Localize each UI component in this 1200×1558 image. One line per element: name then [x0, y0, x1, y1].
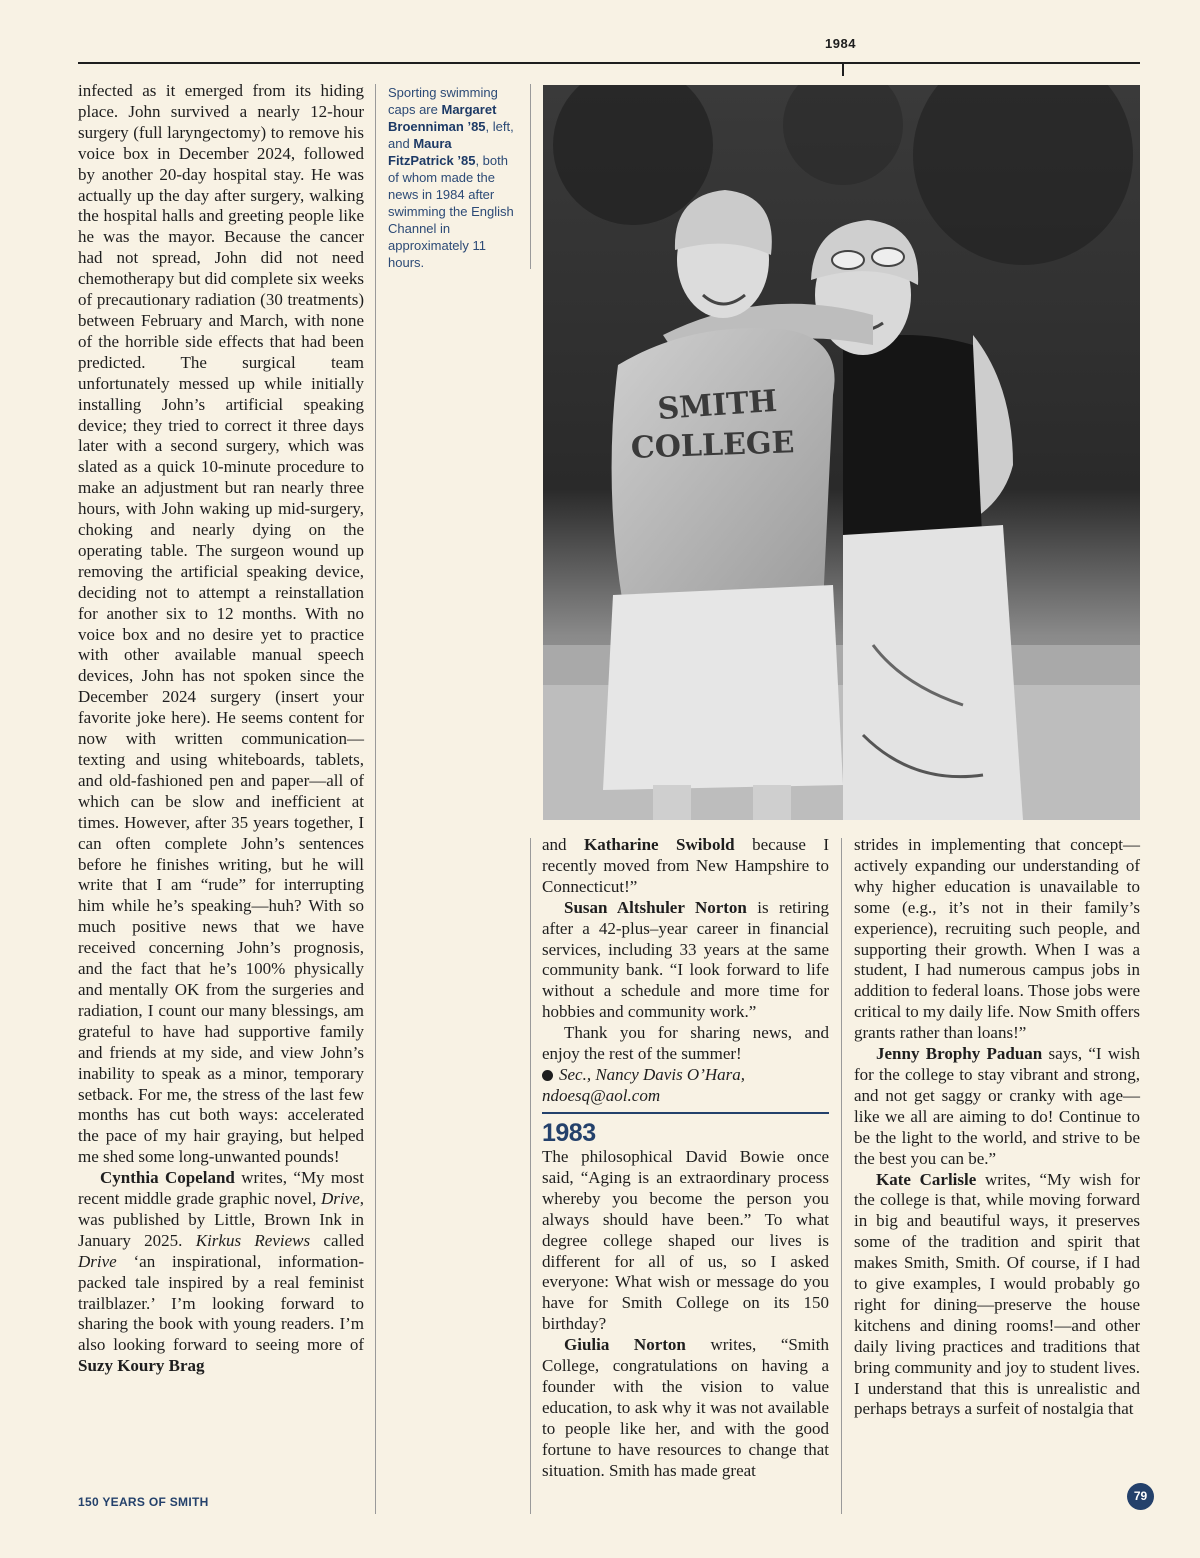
footer-publication-title: 150 YEARS OF SMITH — [78, 1495, 209, 1509]
col3-paragraph-1: strides in implementing that concept—actively expanding our understanding of why higher education is unavailable to some (e.g., it’s not in their family’s experience), recruiting such people, and supporting their growth. When I was a student, I had numerous campus jobs in addition to federal loans. Those jobs were critical to my daily life. Now Smith offers grants rather than loans!” — [854, 835, 1140, 1043]
column-divider-2 — [530, 838, 531, 1514]
running-header-year: 1984 — [825, 36, 856, 51]
name-katharine-swibold: Katharine Swibold — [584, 835, 735, 854]
caption-name-2: Maura FitzPatrick ’85 — [388, 136, 476, 168]
header-rule — [78, 62, 1140, 64]
col2-paragraph-1: and Katharine Swibold because I recently moved from New Hampshire to Connecticut!” — [542, 835, 829, 896]
secretary-email: ndoesq@aol.com — [542, 1085, 661, 1105]
col2-paragraph-3: Thank you for sharing news, and enjoy the rest of the summer! — [542, 1023, 829, 1064]
name-jenny-brophy-paduan: Jenny Brophy Paduan — [876, 1044, 1043, 1064]
name-suzy-koury-brag: Suzy Koury Brag — [78, 1356, 205, 1376]
swimmers-photo — [543, 85, 1140, 820]
column-1 — [78, 81, 364, 1377]
name-susan-altshuler-norton: Susan Altshuler Norton — [564, 897, 747, 917]
photo-caption: Sporting swimming caps are Margaret Broenniman ’85, left, and Maura FitzPatrick ’85, both of whom made the news in 1984 after swimming the English Channel in approximately 11 hours. — [388, 85, 514, 270]
sweatshirt-text-2: COLLEGE — [630, 425, 796, 466]
name-giulia-norton: Giulia Norton — [564, 1335, 686, 1355]
name-cynthia-copeland: Cynthia Copeland — [100, 1168, 235, 1188]
photo-illustration — [543, 85, 1140, 820]
column-divider-1 — [375, 84, 376, 1514]
column-divider-3 — [841, 838, 842, 1514]
name-kate-carlisle: Kate Carlisle — [876, 1169, 977, 1189]
col1-paragraph-2: Cynthia Copeland writes, “My most recent middle grade graphic novel, Drive, was published by Little, Brown Ink in January 2025. Kirkus Reviews called Drive ‘an inspirational, information-packed tale inspired by a real feminist trailblazer.’ I’m looking forward to sharing the book with young readers. I’m also looking forward to seeing more of Suzy Koury Brag — [78, 1168, 365, 1376]
column-2 — [542, 835, 829, 1107]
col3-paragraph-2: Jenny Brophy Paduan says, “I wish for the college to stay vibrant and strong, and not get saggy or cranky with age—like we all are aiming to do! Continue to be the light to the world, and strive to be the best you can be.” — [854, 1044, 1140, 1168]
section-rule-1983 — [542, 1112, 829, 1114]
col2-paragraph-4: The philosophical David Bowie once said, “Aging is an extraordinary process whereby you become the person you always should have been.” To what degree college shaped our lives is different for all of us, so I asked everyone: What wish or message do you have for Smith College on its 150 birthday? — [542, 1147, 829, 1334]
column-2-section-1983 — [542, 1147, 829, 1482]
column-3 — [854, 835, 1140, 1420]
secretary-signature: Sec., Nancy Davis O’Hara, ndoesq@aol.com — [542, 1064, 746, 1105]
caption-divider — [530, 84, 531, 269]
caption-name-1: Margaret Broenniman ’85 — [388, 102, 497, 134]
col2-paragraph-2: Susan Altshuler Norton is retiring after a 42-plus–year career in financial services, including 33 years at the same community bank. “I look forward to life without a schedule and more time for hobbies and community work.” — [542, 897, 829, 1022]
bullet-icon — [542, 1070, 553, 1081]
section-heading-1983: 1983 — [542, 1119, 596, 1147]
col3-paragraph-3: Kate Carlisle writes, “My wish for the college is that, while moving forward in big and beautiful ways, it preserves some of the tradition and spirit that makes Smith, Smith. Of course, if I had to give examples, I would probably go right for dining—preserve the house kitchens and dining rooms!—and other daily living practices and traditions that bring community and joy to student lives. I understand that this is unrealistic and perhaps betrays a surfeit of nostalgia that — [854, 1169, 1140, 1419]
col2-paragraph-5: Giulia Norton writes, “Smith College, congratulations on having a founder with the vision to value education, to ask why it was not available to people like her, and with the good fortune to have resources to change that situation. Smith has made great — [542, 1335, 829, 1480]
col1-paragraph-1: infected as it emerged from its hiding place. John survived a nearly 12-hour surgery (full laryngectomy) to remove his voice box in December 2024, followed by another 20-day hospital stay. He was actually up the day after surgery, walking the hospital halls and greeting people like he was the mayor. Because the cancer had not spread, John did not need chemotherapy but did complete six weeks of precautionary radiation (30 treatments) between February and March, with none of the horrible side effects that had been predicted. The surgical team unfortunately messed up while initially installing John’s artificial speaking device; they tried to correct it three days later with a second surgery, which was slated as a quick 10-minute procedure to make an adjustment but ran nearly three hours, with John waking up mid-surgery, choking and nearly dying on the operating table. The surgeon wound up removing the artificial speaking device, deciding not to attempt a reinstallation for another six to 12 months. With no voice box and no desire yet to practice with other available manual speech devices, John has not spoken since the December 2024 surgery (insert your favorite joke here). He seems content for now with written communication—texting and using whiteboards, tablets, and old-fashioned pen and paper—all of which can be slow and inefficient at times. However, after 35 years together, I can often complete John’s sentences before he finishes writing, but he will write that I am “rude” for interrupting him while he’s speaking—huh? With so much positive news that we have received concerning John’s prognosis, and the fact that he’s 100% physically and mentally OK from the surgeries and radiation, I count our many blessings, am grateful to have had supportive family and friends at my side, and view John’s inability to speak as a minor, temporary setback. For me, the stress of the last few months has cut both ways: accelerated the pace of my hair graying, but helped me shed some long-unwanted pounds! — [78, 81, 364, 1167]
header-tick — [842, 64, 844, 76]
page-number: 79 — [1127, 1483, 1154, 1510]
sweatshirt-text-1: SMITH — [656, 383, 779, 428]
